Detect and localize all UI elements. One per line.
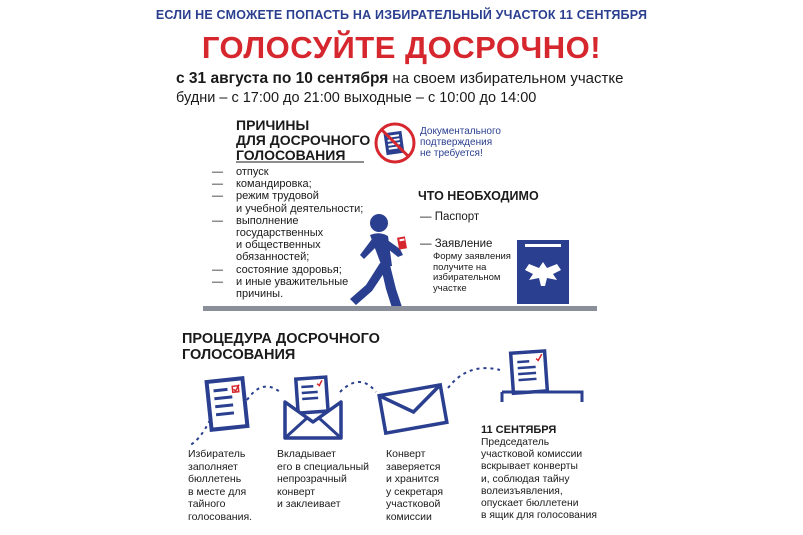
needed-heading: ЧТО НЕОБХОДИМО [418, 189, 539, 203]
procedure-step-3: Конверт заверяется и хранится у секретаря участковой комиссии [386, 448, 444, 523]
procedure-heading: ПРОЦЕДУРА ДОСРОЧНОГО ГОЛОСОВАНИЯ [182, 331, 380, 363]
procedure-step-4-title: 11 СЕНТЯБРЯ [481, 424, 557, 436]
doc-note: Документального подтверждения не требуется! [420, 126, 501, 159]
procedure-step-2: Вкладывает его в специальный непрозрачный конверт и заклеивает [277, 448, 369, 510]
top-line: ЕСЛИ НЕ СМОЖЕТЕ ПОПАСТЬ НА ИЗБИРАТЕЛЬНЫЙ УЧАСТОК 11 СЕНТЯБРЯ [155, 8, 648, 22]
list-item: — командировка; [212, 178, 363, 190]
dates-range: с 31 августа по 10 сентября [176, 70, 389, 87]
ballot-box-icon [500, 350, 584, 404]
list-item: — выполнение государственных и общественных обязанностей; [212, 215, 363, 264]
person-walking-icon [346, 211, 416, 311]
reasons-heading-line: ПРИЧИНЫ [236, 117, 310, 133]
list-item: — и иные уважительные причины. [212, 276, 363, 300]
voting-hours: будни – с 17:00 до 21:00 выходные – с 10:00 до 14:00 [176, 90, 537, 106]
reasons-list [212, 166, 363, 300]
reasons-heading-line: ДЛЯ ДОСРОЧНОГО [236, 132, 371, 148]
dates-place: на своем избирательном участке [388, 70, 624, 87]
reasons-heading [236, 118, 370, 163]
reasons-heading-line: ГОЛОСОВАНИЯ [236, 147, 346, 163]
needed-passport: — Паспорт [420, 211, 480, 223]
list-item: — состояние здоровья; [212, 264, 363, 276]
no-documents-icon [374, 122, 416, 164]
dotted-path [0, 0, 1, 1]
needed-application-note: Форму заявления получите на избирательном участке [433, 251, 511, 294]
envelope-icon [378, 384, 448, 434]
voting-dates [176, 70, 623, 88]
envelope-with-ballot-icon [283, 376, 343, 440]
procedure-step-1: Избиратель заполняет бюллетень в месте для тайного голосования. [188, 448, 253, 523]
list-item: — режим трудовой и учебной деятельности; [212, 190, 363, 214]
procedure-step-4: Председатель участковой комиссии вскрывает конверты и, соблюдая тайну волеизъявления, опускает бюллетени в ящик для голосования [481, 437, 597, 522]
needed-application: — Заявление [420, 238, 493, 250]
ballot-box-icon [517, 240, 569, 304]
ballot-icon [207, 378, 247, 430]
headline: ГОЛОСУЙТЕ ДОСРОЧНО! [201, 30, 602, 65]
list-item: — отпуск [212, 166, 363, 178]
